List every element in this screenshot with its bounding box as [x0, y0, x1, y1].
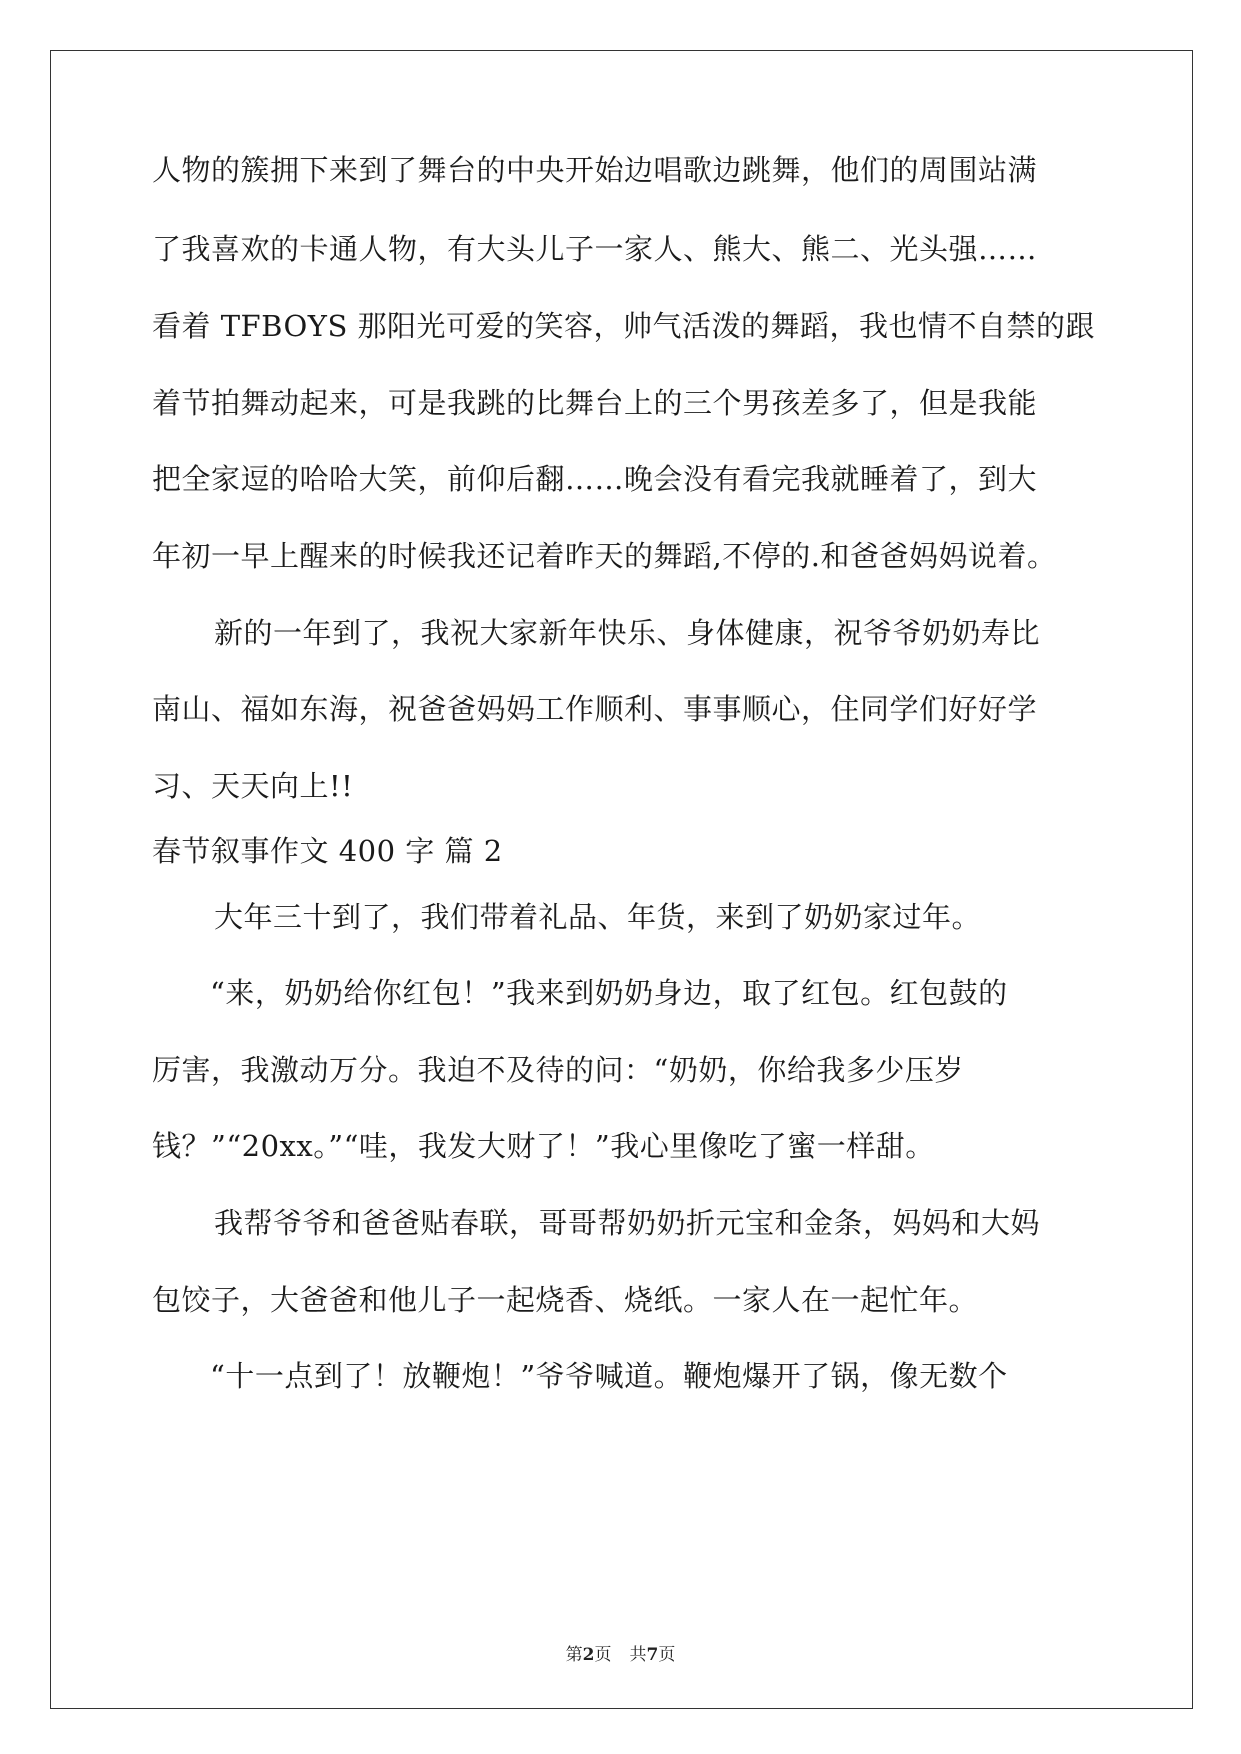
section-heading: 春节叙事作文 400 字 篇 2 [152, 834, 503, 868]
text-line: 南山、福如东海，祝爸爸妈妈工作顺利、事事顺心，住同学们好好学 [152, 692, 1038, 726]
page-footer [0, 1644, 1241, 1666]
paragraph-first-line: “十一点到了！放鞭炮！”爷爷喊道。鞭炮爆开了锅，像无数个 [210, 1359, 1008, 1393]
paragraph-first-line: 大年三十到了，我们带着礼品、年货，来到了奶奶家过年。 [214, 900, 982, 934]
text-line: 习、天天向上!! [152, 769, 354, 803]
page-suffix: 页 [594, 1645, 612, 1665]
total-suffix: 页 [658, 1645, 676, 1665]
page-total: 7 [646, 1645, 659, 1665]
text-line: 钱？”“20xx。”“哇，我发大财了！”我心里像吃了蜜一样甜。 [152, 1129, 935, 1163]
text-line: 了我喜欢的卡通人物，有大头儿子一家人、熊大、熊二、光头强…… [152, 232, 1038, 266]
text-line: 包饺子，大爸爸和他儿子一起烧香、烧纸。一家人在一起忙年。 [152, 1283, 979, 1317]
total-prefix: 共 [629, 1645, 647, 1665]
text-line: 把全家逗的哈哈大笑，前仰后翻……晚会没有看完我就睡着了，到大 [152, 462, 1038, 496]
paragraph-first-line: 我帮爷爷和爸爸贴春联，哥哥帮奶奶折元宝和金条，妈妈和大妈 [214, 1206, 1041, 1240]
text-line: 人物的簇拥下来到了舞台的中央开始边唱歌边跳舞，他们的周围站满 [152, 153, 1038, 187]
text-line: 看着 TFBOYS 那阳光可爱的笑容，帅气活泼的舞蹈，我也情不自禁的跟 [152, 309, 1096, 343]
paragraph-first-line: “来，奶奶给你红包！”我来到奶奶身边，取了红包。红包鼓的 [210, 976, 1008, 1010]
page-current: 2 [582, 1645, 595, 1665]
page-border [50, 50, 1193, 1709]
text-line: 年初一早上醒来的时候我还记着昨天的舞蹈,不停的.和爸爸妈妈说着。 [152, 539, 1057, 573]
paragraph-first-line: 新的一年到了，我祝大家新年快乐、身体健康，祝爷爷奶奶寿比 [214, 616, 1041, 650]
page-prefix: 第 [565, 1645, 583, 1665]
text-line: 着节拍舞动起来，可是我跳的比舞台上的三个男孩差多了，但是我能 [152, 386, 1038, 420]
text-line: 厉害，我激动万分。我迫不及待的问：“奶奶，你给我多少压岁 [152, 1053, 964, 1087]
